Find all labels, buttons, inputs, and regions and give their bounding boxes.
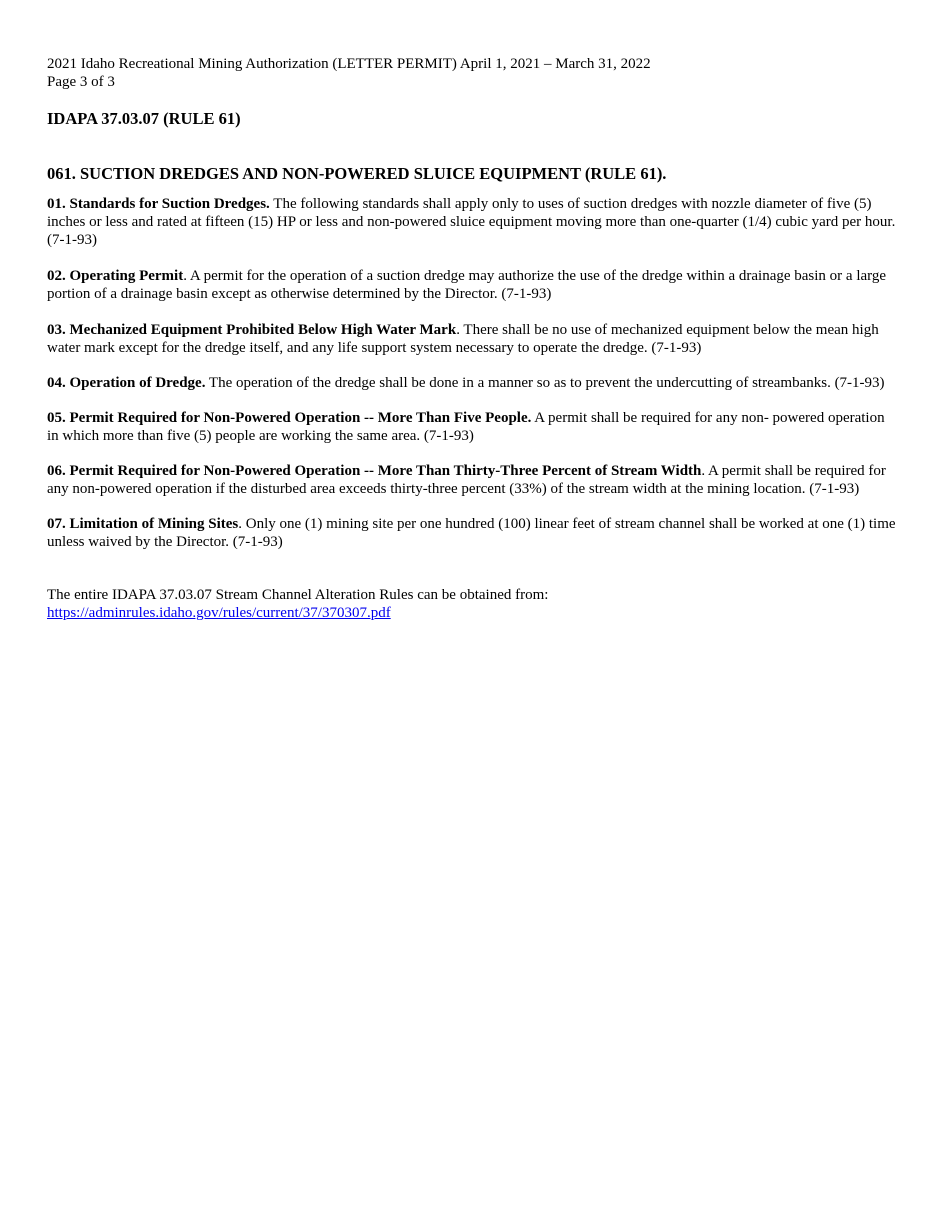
rule-reference: IDAPA 37.03.07 (RULE 61) (47, 109, 241, 128)
footer-note (47, 586, 897, 622)
paragraph-06-text: . A permit shall be required for any non-powered operation if the disturbed area exceeds thirty-three percent (33%) of the stream width at the mining location. (7-1-93) (47, 463, 886, 497)
paragraph-06 (47, 462, 897, 498)
paragraph-01-text: The following standards shall apply only to uses of suction dredges with nozzle diameter of five (5) inches or less and rated at fifteen (15) HP or less and non-powered sluice equipment moving more than one-quarter (1/4) cubic yard per hour. (7-1-93) (47, 196, 896, 248)
paragraph-04-heading: 04. Operation of Dredge. (47, 375, 206, 391)
paragraph-03 (47, 321, 897, 357)
document-page (47, 55, 897, 622)
document-header-title: 2021 Idaho Recreational Mining Authorization (LETTER PERMIT) April 1, 2021 – March 31, 2022 (47, 56, 651, 72)
paragraph-05-heading: 05. Permit Required for Non-Powered Operation -- More Than Five People. (47, 410, 532, 426)
paragraph-02 (47, 267, 897, 303)
paragraph-04-text: The operation of the dredge shall be done in a manner so as to prevent the undercutting of streambanks. (7-1-93) (205, 375, 885, 391)
paragraph-02-text: . A permit for the operation of a suction dredge may authorize the use of the dredge within a drainage basin or a large portion of a drainage basin except as otherwise determined by the Director. (7-1-93) (47, 268, 887, 302)
paragraph-06-heading: 06. Permit Required for Non-Powered Operation -- More Than Thirty-Three Percent of Stream Width (47, 463, 702, 479)
paragraph-07-text: . Only one (1) mining site per one hundred (100) linear feet of stream channel shall be worked at one (1) time unless waived by the Director. (7-1-93) (47, 516, 896, 550)
paragraph-02-heading: 02. Operating Permit (47, 268, 184, 284)
paragraph-05 (47, 409, 897, 445)
paragraph-01-heading: 01. Standards for Suction Dredges. (47, 196, 270, 212)
paragraph-07 (47, 515, 897, 551)
paragraph-03-text: . There shall be no use of mechanized equipment below the mean high water mark except for the dredge itself, and any life support system necessary to operate the dredge. (7-1-93) (47, 322, 879, 356)
rules-pdf-link[interactable]: https://adminrules.idaho.gov/rules/current/37/370307.pdf (47, 605, 391, 621)
paragraph-07-heading: 07. Limitation of Mining Sites (47, 516, 239, 532)
paragraph-05-text: A permit shall be required for any non- powered operation in which more than five (5) people are working the same area. (7-1-93) (47, 410, 885, 444)
section-title: 061. SUCTION DREDGES AND NON-POWERED SLUICE EQUIPMENT (RULE 61). (47, 164, 667, 183)
paragraph-04 (47, 374, 897, 392)
paragraph-03-heading: 03. Mechanized Equipment Prohibited Below High Water Mark (47, 322, 457, 338)
footer-note-text: The entire IDAPA 37.03.07 Stream Channel Alteration Rules can be obtained from: (47, 587, 549, 603)
paragraph-01 (47, 195, 897, 249)
page-number: Page 3 of 3 (47, 74, 115, 90)
